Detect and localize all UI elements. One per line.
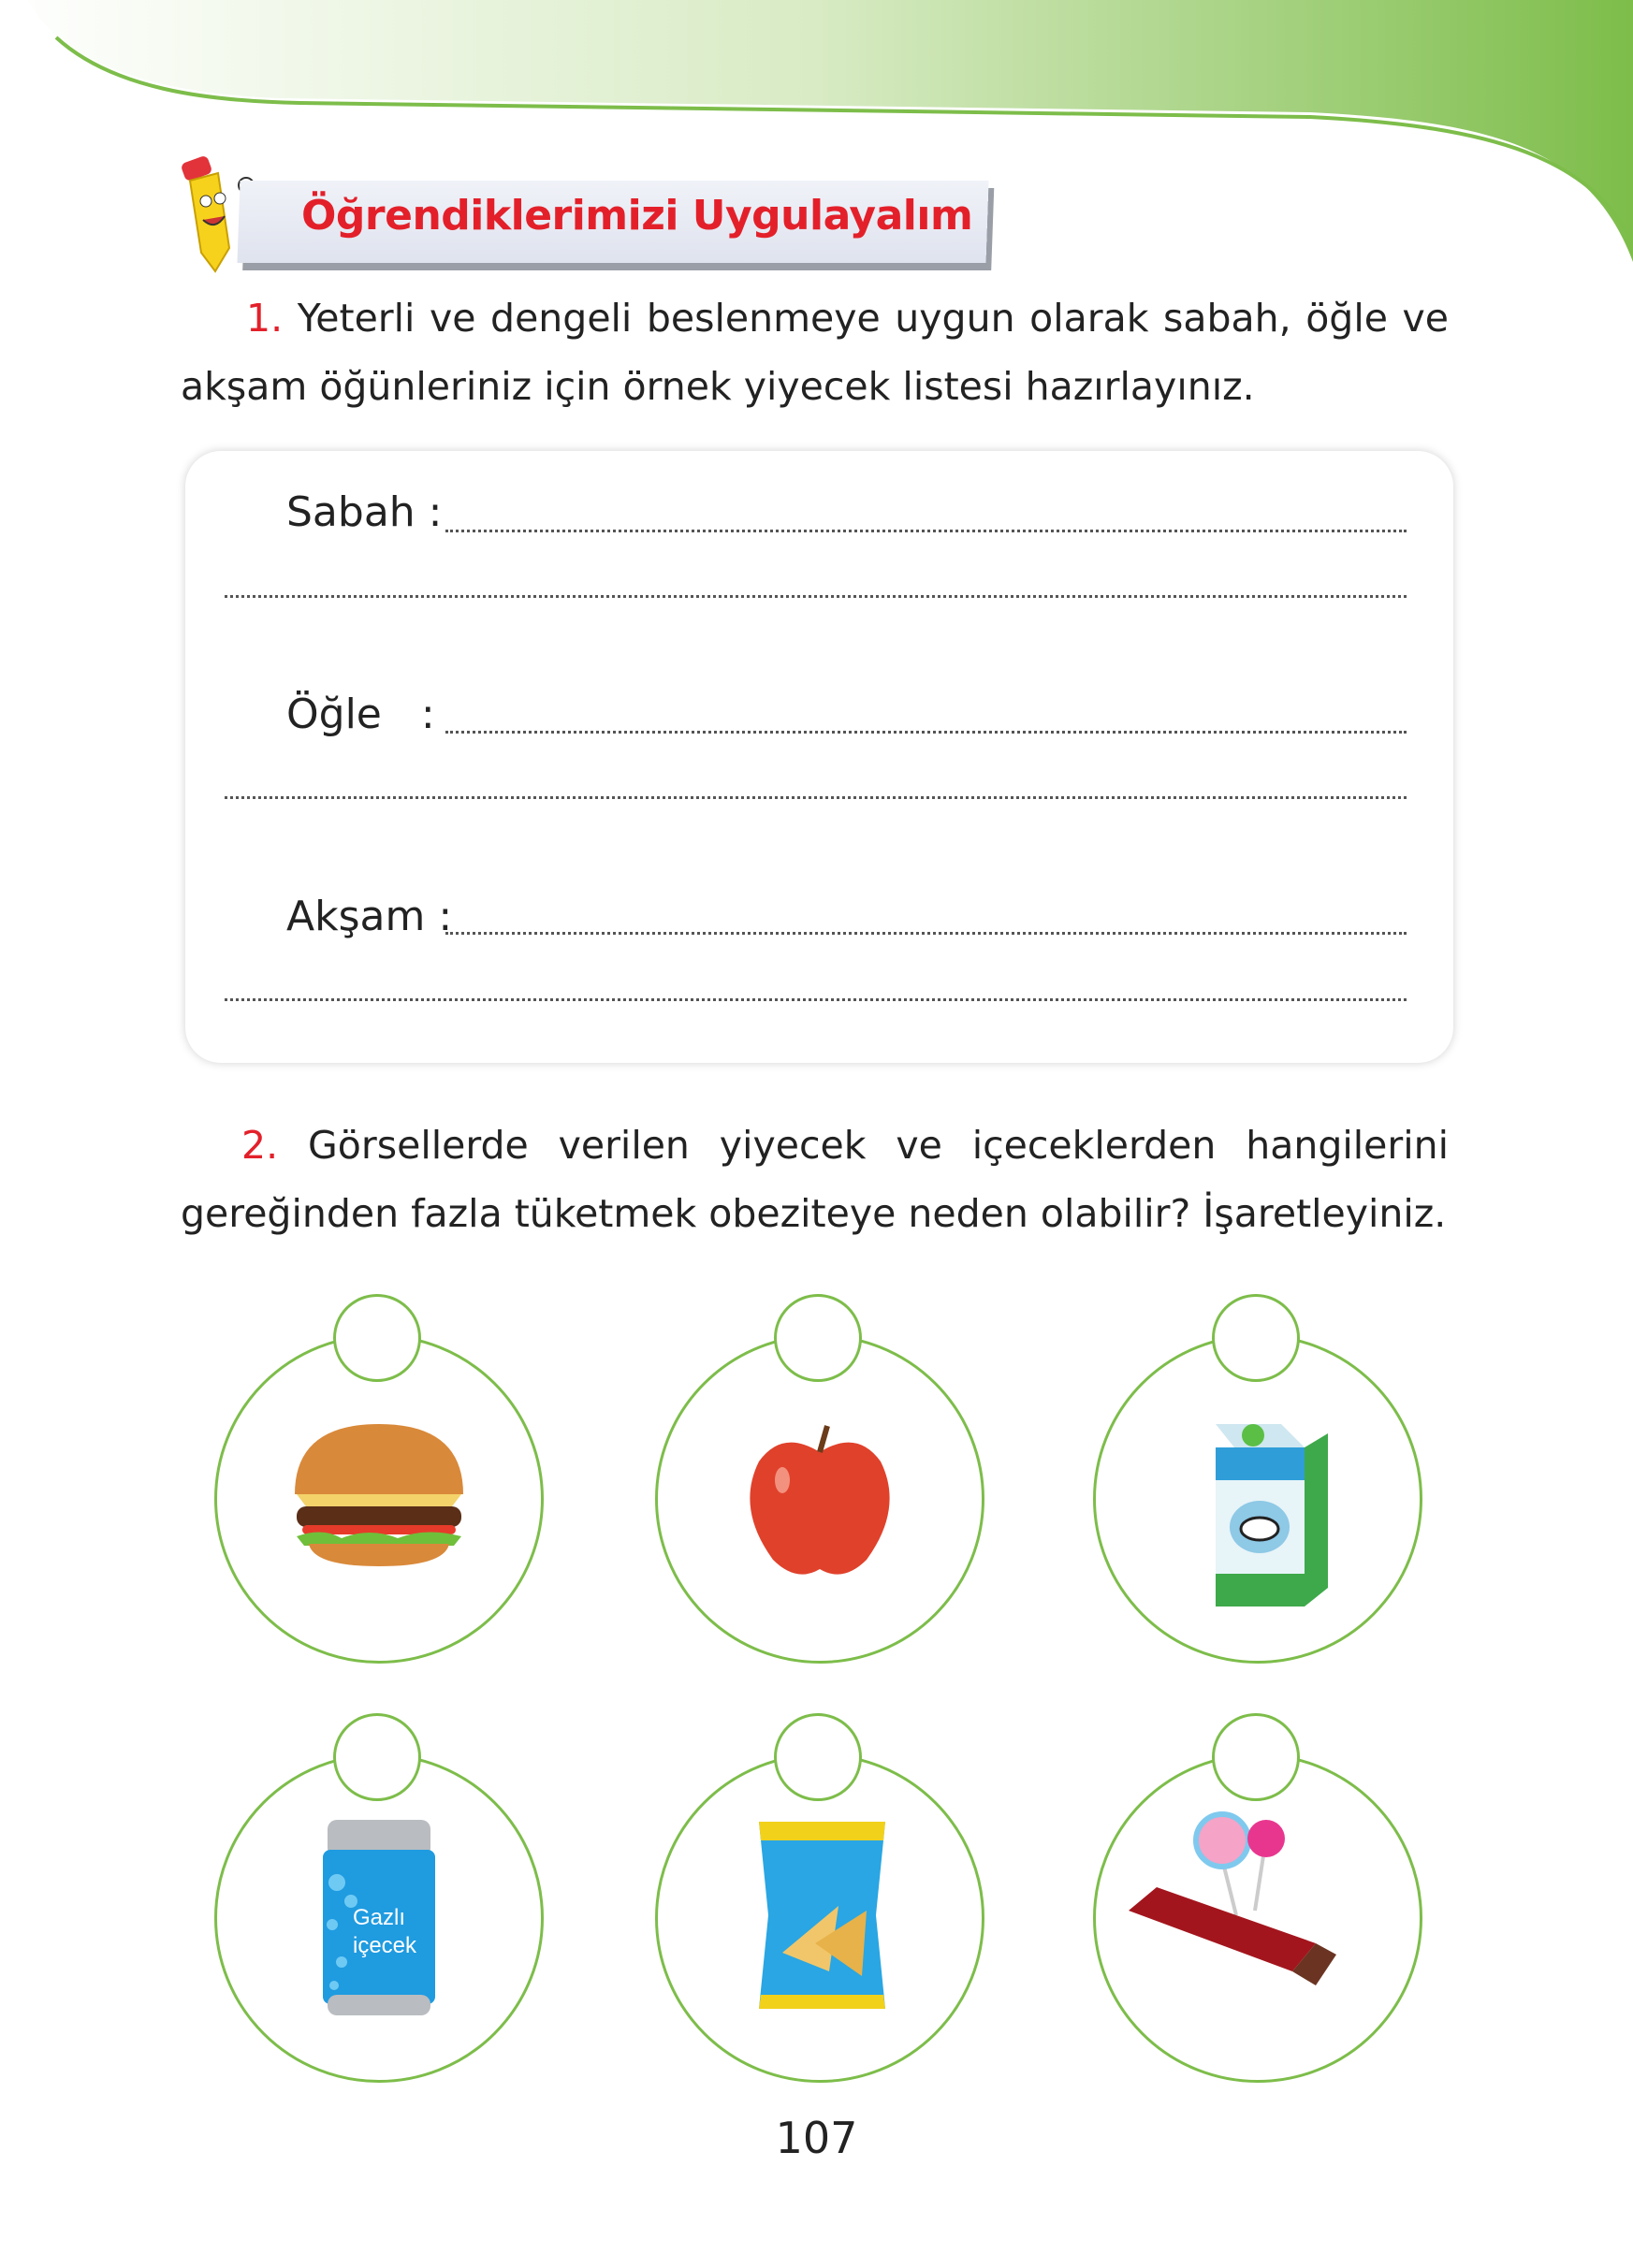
answer-line-ogle[interactable] [445,731,1407,734]
question-1 [181,284,1449,421]
question-number: 1. [246,296,284,341]
checkbox-chips[interactable] [774,1713,862,1801]
meal-label-sabah: Sabah : [286,488,443,536]
question-2 [181,1112,1449,1248]
apple-icon [726,1405,913,1592]
checkbox-hamburger[interactable] [333,1294,421,1382]
candy-bar-lollipop-icon [1119,1803,1344,2018]
answer-line-ogle-2[interactable] [225,796,1407,799]
apple-item [655,1334,984,1664]
meal-label-ogle: Öğle : [286,691,435,738]
question-text: Görsellerde verilen yiyecek ve içeceklerden hangilerini gereğinden fazla tüketmek obeziteye neden olabilir? İşaretleyiniz. [181,1123,1449,1236]
hamburger-item [214,1334,544,1664]
soda-can-icon [285,1812,473,2028]
chips-bag-icon [726,1812,913,2028]
answer-line-aksam-2[interactable] [225,998,1407,1001]
answer-line-sabah[interactable] [445,530,1407,532]
question-number: 2. [241,1123,279,1168]
question-text: Yeterli ve dengeli beslenmeye uygun olarak sabah, öğle ve akşam öğünleriniz için örnek yiyecek listesi hazırlayınız. [181,296,1449,409]
candy-item [1093,1753,1422,2083]
meal-list-box [185,451,1453,1063]
milk-carton-icon [1164,1405,1351,1611]
answer-line-aksam[interactable] [445,932,1407,935]
checkbox-apple[interactable] [774,1294,862,1382]
meal-label-aksam: Akşam : [286,893,453,940]
soda-can-item [214,1753,544,2083]
page-number: 107 [775,2113,858,2163]
chips-item [655,1753,984,2083]
can-label-line2: içecek [353,1933,417,1958]
checkbox-soda[interactable] [333,1713,421,1801]
section-title: Öğrendiklerimizi Uygulayalım [301,192,973,240]
checkbox-candy[interactable] [1212,1713,1300,1801]
hamburger-icon [285,1405,473,1592]
can-label-line1: Gazlı [353,1905,406,1930]
checkbox-milk[interactable] [1212,1294,1300,1382]
answer-line-sabah-2[interactable] [225,595,1407,598]
milk-carton-item [1093,1334,1422,1664]
